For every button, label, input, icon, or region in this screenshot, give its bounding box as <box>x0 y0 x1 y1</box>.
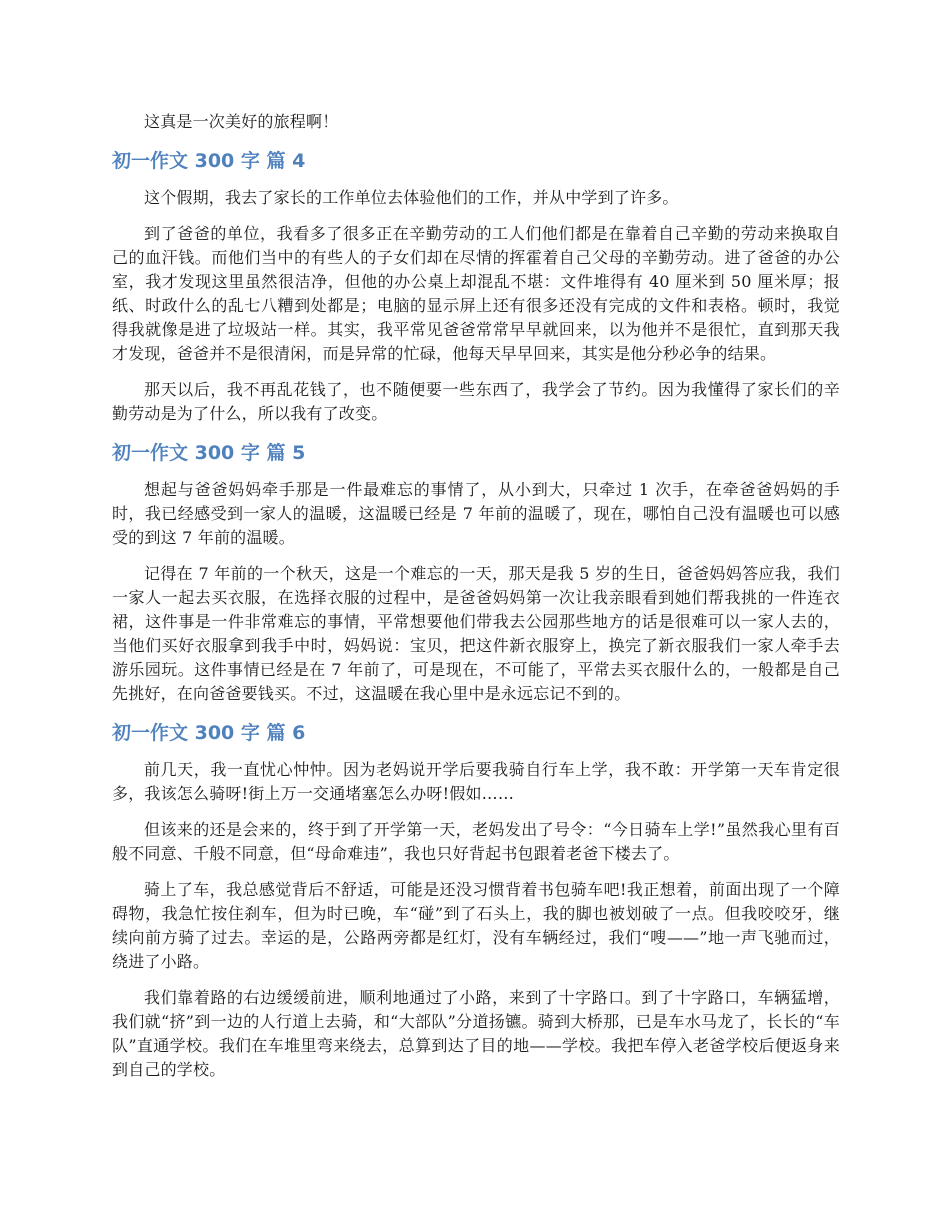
intro-paragraph: 这真是一次美好的旅程啊！ <box>144 112 339 131</box>
section-heading: 初一作文 300 字 篇 5 <box>112 442 306 464</box>
paragraph: 我们靠着路的右边缓缓前进，顺利地通过了小路，来到了十字路口。到了十字路口，车辆猛增，我们就“挤”到一边的人行道上去骑，和“大部队”分道扬镳。骑到大桥那，已是车水马龙了，长长的“车队”直通学校。我们在车堆里弯来绕去，总算到达了目的地——学校。我把车停入老爸学校后便返身来到自己的学校。 <box>112 988 840 1079</box>
document-page <box>112 110 840 1094</box>
paragraph: 但该来的还是会来的，终于到了开学第一天，老妈发出了号令：“今日骑车上学!”虽然我心里有百般不同意、千般不同意，但“母命难违”，我也只好背起书包跟着老爸下楼去了。 <box>112 820 840 863</box>
paragraph: 记得在 7 年前的一个秋天，这是一个难忘的一天，那天是我 5 岁的生日，爸爸妈妈答应我，我们一家人一起去买衣服，在选择衣服的过程中，是爸爸妈妈第一次让我亲眼看到她们帮我挑的一件连衣裙，这件事是一件非常难忘的事情，平常想要他们带我去公园那些地方的话是很难可以一家人去的，当他们买好衣服拿到我手中时，妈妈说：宝贝，把这件新衣服穿上，换完了新衣服我们一家人牵手去游乐园玩。这件事情已经是在 7 年前了，可是现在，不可能了，平常去买衣服什么的，一般都是自己先挑好，在向爸爸要钱买。不过，这温暖在我心里中是永远忘记不到的。 <box>112 564 840 703</box>
paragraph: 到了爸爸的单位，我看多了很多正在辛勤劳动的工人们他们都是在靠着自己辛勤的劳动来换取自己的血汗钱。而他们当中的有些人的子女们却在尽情的挥霍着自己父母的辛勤劳动。进了爸爸的办公室，我才发现这里虽然很洁净，但他的办公桌上却混乱不堪：文件堆得有 40 厘米到 50 厘米厚；报纸、时政什么的乱七八糟到处都是；电脑的显示屏上还有很多还没有完成的文件和表格。顿时，我觉得我就像是进了垃圾站一样。其实，我平常见爸爸常常早早就回来，以为他并不是很忙，直到那天我才发现，爸爸并不是很清闲，而是异常的忙碌，他每天早早回来，其实是他分秒必争的结果。 <box>112 224 840 363</box>
essay-section-4 <box>112 146 840 426</box>
paragraph: 那天以后，我不再乱花钱了，也不随便要一些东西了，我学会了节约。因为我懂得了家长们的辛勤劳动是为了什么，所以我有了改变。 <box>112 380 840 423</box>
section-heading: 初一作文 300 字 篇 6 <box>112 722 306 744</box>
essay-section-6 <box>112 718 840 1082</box>
section-heading: 初一作文 300 字 篇 4 <box>112 150 306 172</box>
paragraph: 骑上了车，我总感觉背后不舒适，可能是还没习惯背着书包骑车吧!我正想着，前面出现了一个障碍物，我急忙按住刹车，但为时已晚，车“碰”到了石头上，我的脚也被划破了一点。但我咬咬牙，继续向前方骑了过去。幸运的是，公路两旁都是红灯，没有车辆经过，我们“嗖——”地一声飞驰而过，绕进了小路。 <box>112 880 840 971</box>
paragraph: 前几天，我一直忧心忡忡。因为老妈说开学后要我骑自行车上学，我不敢：开学第一天车肯定很多，我该怎么骑呀!街上万一交通堵塞怎么办呀!假如…… <box>112 760 840 803</box>
paragraph: 想起与爸爸妈妈牵手那是一件最难忘的事情了，从小到大，只牵过 1 次手，在牵爸爸妈妈的手时，我已经感受到一家人的温暖，这温暖已经是 7 年前的温暖了，现在，哪怕自己没有温暖也可以感受的到这 7 年前的温暖。 <box>112 480 840 547</box>
paragraph: 这个假期，我去了家长的工作单位去体验他们的工作，并从中学到了许多。 <box>144 188 679 207</box>
essay-section-5 <box>112 438 840 706</box>
